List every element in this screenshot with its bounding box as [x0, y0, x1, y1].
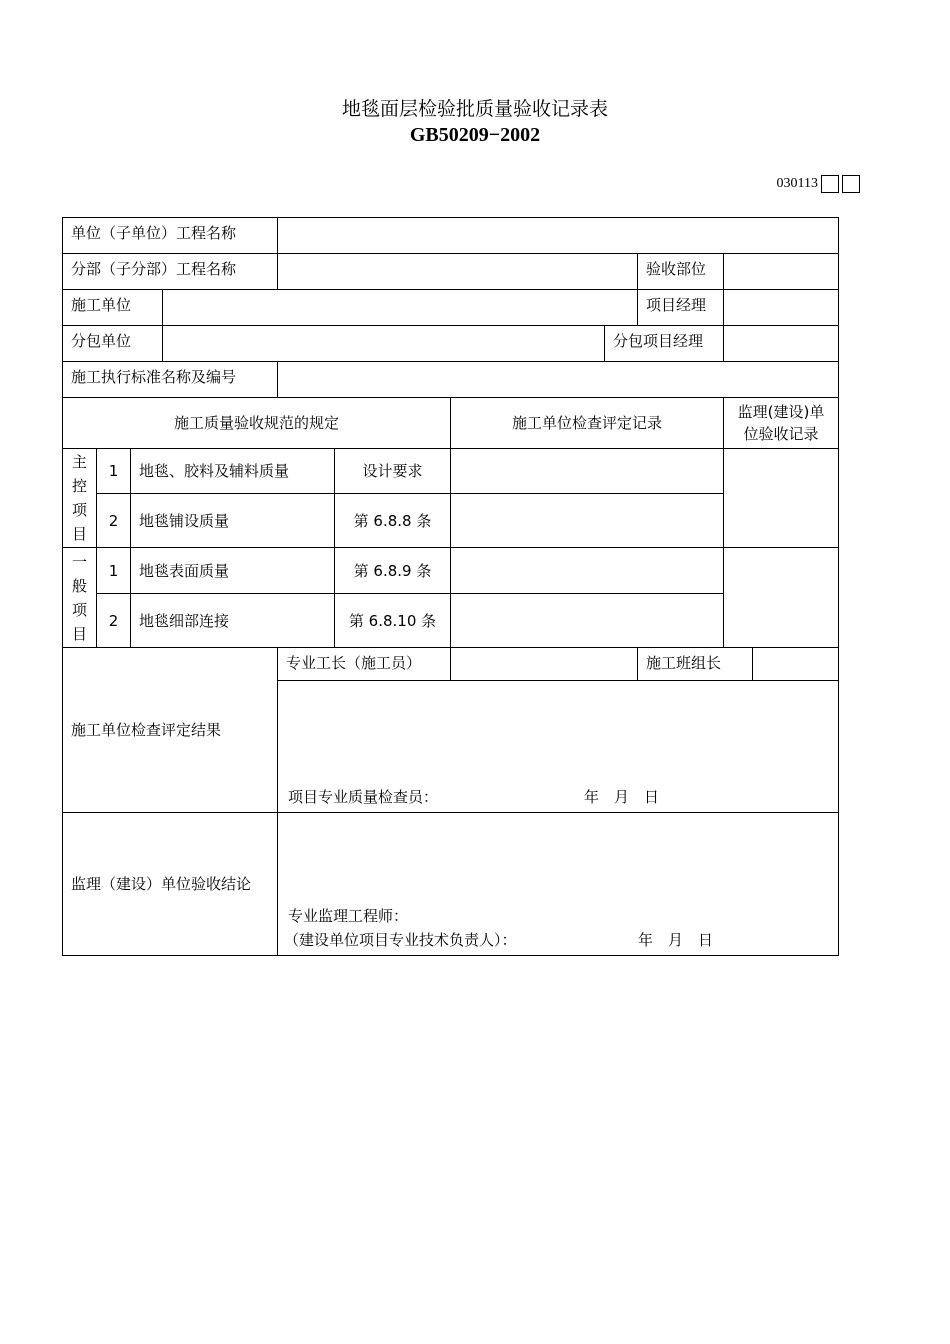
main-control-label [63, 449, 97, 548]
form-title: 地毯面层检验批质量验收记录表 [341, 98, 608, 120]
team-leader-value[interactable] [753, 648, 839, 681]
general-char: 一 [71, 552, 87, 571]
item-requirement: 第 6.8.9 条 [335, 548, 451, 594]
unit-project-value[interactable] [278, 218, 839, 254]
subcontract-unit-value[interactable] [163, 326, 605, 362]
supervision-conclusion-content[interactable] [278, 813, 839, 956]
form-code [777, 174, 860, 194]
conclusion-date: 年 月 日 [638, 931, 714, 949]
item-check-record[interactable] [451, 494, 724, 548]
owner-representative-label: （建设单位项目专业技术负责人）： [284, 931, 517, 949]
main-control-supervision-record[interactable] [724, 449, 839, 548]
supervision-conclusion-label: 监理（建设）单位验收结论 [63, 813, 278, 956]
supervision-header-line-2: 位验收记录 [743, 425, 819, 443]
item-number: 1 [97, 449, 131, 494]
sub-project-value[interactable] [278, 254, 638, 290]
item-name: 地毯铺设质量 [131, 494, 335, 548]
item-number: 2 [97, 494, 131, 548]
general-items-label [63, 548, 97, 648]
construction-unit-value[interactable] [163, 290, 638, 326]
check-record-column-header: 施工单位检查评定记录 [451, 398, 724, 449]
supervision-header-line-1: 监理(建设)单 [737, 403, 825, 421]
item-check-record[interactable] [451, 548, 724, 594]
item-check-record[interactable] [451, 449, 724, 494]
item-name: 地毯细部连接 [131, 594, 335, 648]
item-number: 1 [97, 548, 131, 594]
construction-unit-label: 施工单位 [63, 290, 163, 326]
team-leader-label: 施工班组长 [638, 648, 753, 681]
item-requirement: 设计要求 [335, 449, 451, 494]
item-name: 地毯、胶料及辅料质量 [131, 449, 335, 494]
acceptance-part-value[interactable] [724, 254, 839, 290]
foreman-label: 专业工长（施工员） [278, 648, 451, 681]
quality-inspector-label: 项目专业质量检查员： [288, 788, 439, 806]
standard-number: GB50209−2002 [409, 124, 541, 146]
foreman-value[interactable] [451, 648, 638, 681]
project-manager-value[interactable] [724, 290, 839, 326]
subcontract-unit-label: 分包单位 [63, 326, 163, 362]
item-name: 地毯表面质量 [131, 548, 335, 594]
subcontract-manager-value[interactable] [724, 326, 839, 362]
form-code-text: 030113 [776, 176, 818, 191]
general-char: 般 [71, 576, 87, 595]
supervising-engineer-label: 专业监理工程师： [288, 907, 409, 925]
item-requirement: 第 6.8.8 条 [335, 494, 451, 548]
item-requirement: 第 6.8.10 条 [335, 594, 451, 648]
construction-result-label: 施工单位检查评定结果 [63, 648, 278, 813]
sub-project-label: 分部（子分部）工程名称 [63, 254, 278, 290]
spec-column-header: 施工质量验收规范的规定 [63, 398, 451, 449]
construction-result-content[interactable] [278, 681, 839, 813]
acceptance-record-table [62, 217, 839, 956]
main-control-char: 主 [71, 453, 87, 471]
main-control-char: 控 [71, 477, 87, 495]
supervision-column-header [724, 398, 839, 449]
standard-value[interactable] [278, 362, 839, 398]
subcontract-manager-label: 分包项目经理 [605, 326, 724, 362]
inspection-date: 年 月 日 [584, 788, 660, 806]
project-manager-label: 项目经理 [638, 290, 724, 326]
form-code-box-2[interactable] [842, 175, 860, 193]
general-char: 项 [71, 600, 87, 619]
general-supervision-record[interactable] [724, 548, 839, 648]
main-control-char: 目 [71, 525, 87, 543]
form-code-box-1[interactable] [821, 175, 839, 193]
main-control-char: 项 [71, 501, 87, 519]
general-char: 目 [71, 624, 87, 643]
standard-label: 施工执行标准名称及编号 [63, 362, 278, 398]
unit-project-label: 单位（子单位）工程名称 [63, 218, 278, 254]
item-check-record[interactable] [451, 594, 724, 648]
item-number: 2 [97, 594, 131, 648]
acceptance-part-label: 验收部位 [638, 254, 724, 290]
